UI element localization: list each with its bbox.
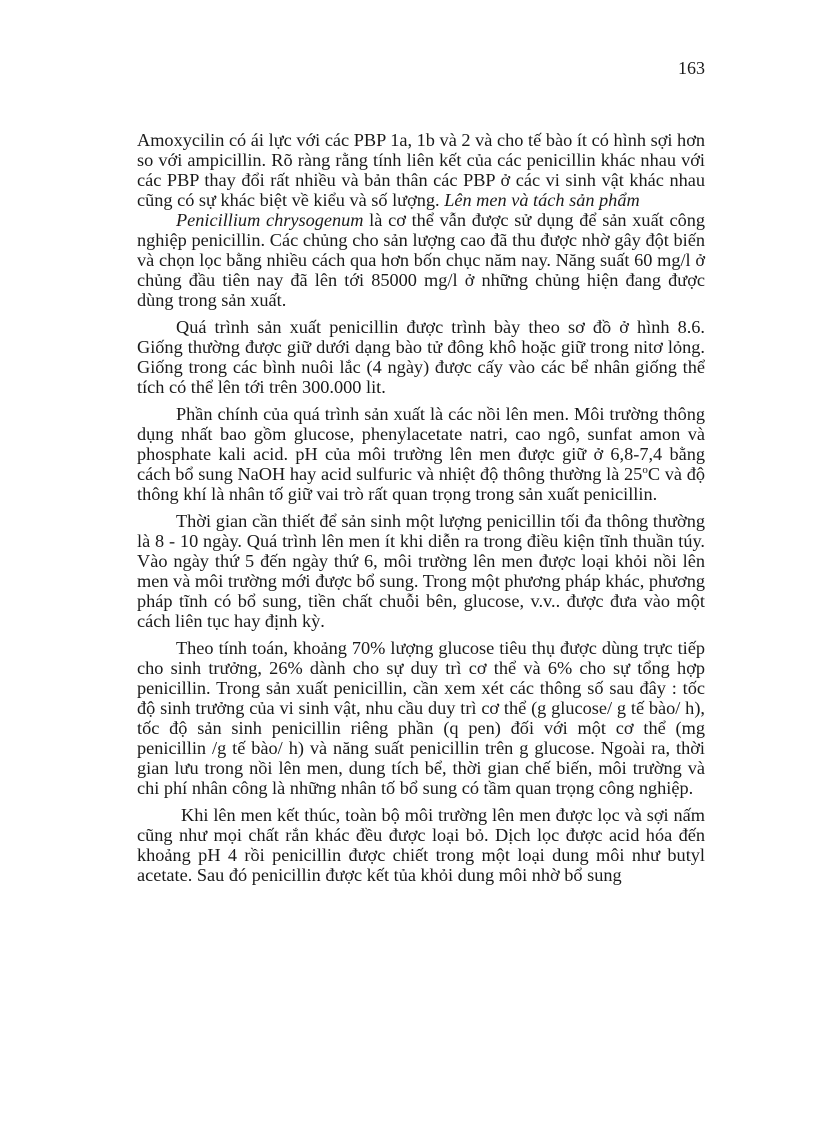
paragraph-5: Thời gian cần thiết để sản sinh một lượng penicillin tối đa thông thường là 8 - 10 ngày. Quá trình lên men ít khi diễn ra trong điều kiện tĩnh thuần túy. Vào ngày thứ 5 đến ngày thứ 6, môi trường lên men được loại khỏi nồi lên men và môi trường mới được bổ sung. Trong một phương pháp khác, phương pháp tĩnh có bổ sung, tiền chất chuỗi bên, glucose, v.v.. được đưa vào một cách liên tục hay định kỳ. bbox=[137, 511, 705, 631]
paragraph-1 bbox=[137, 130, 705, 210]
paragraph-2 bbox=[137, 210, 705, 310]
paragraph-4-text-after: C và độ thông khí là nhân tố giữ vai trò rất quan trọng trong sản xuất penicillin. bbox=[137, 464, 705, 504]
section-heading: Lên men và tách sản phẩm bbox=[444, 190, 640, 210]
paragraph-6: Theo tính toán, khoảng 70% lượng glucose tiêu thụ được dùng trực tiếp cho sinh trưởng, 26% dành cho sự duy trì cơ thể và 6% cho sự tổng hợp penicillin. Trong sản xuất penicillin, cần xem xét các thông số sau đây : tốc độ sinh trưởng của vi sinh vật, nhu cầu duy trì cơ thể (g glucose/ g tế bào/ h), tốc độ sản sinh penicillin riêng phần (q pen) đối với một cơ thể (mg penicillin /g tế bào/ h) và năng suất penicillin trên g glucose. Ngoài ra, thời gian lưu trong nồi lên men, dung tích bể, thời gian chế biến, môi trường và chi phí nhân công là những nhân tố bổ sung có tầm quan trọng công nghiệp. bbox=[137, 638, 705, 798]
paragraph-4-text-before: Phần chính của quá trình sản xuất là các nồi lên men. Môi trường thông dụng nhất bao gồm glucose, phenylacetate natri, cao ngô, sunfat amon và phosphate kali acid. pH của môi trường lên men được giữ ở 6,8-7,4 bằng cách bổ sung NaOH hay acid sulfuric và nhiệt độ thông thường là 25 bbox=[137, 404, 705, 484]
paragraph-1-text: Amoxycilin có ái lực với các PBP 1a, 1b và 2 và cho tế bào ít có hình sợi hơn so với ampicillin. Rõ ràng rằng tính liên kết của các penicillin khác nhau với các PBP thay đổi rất nhiều và bản thân các PBP ở các vi sinh vật khác nhau cũng có sự khác biệt về kiểu và số lượng. bbox=[137, 130, 705, 210]
page-number: 163 bbox=[678, 58, 705, 78]
paragraph-3: Quá trình sản xuất penicillin được trình bày theo sơ đồ ở hình 8.6. Giống thường được giữ dưới dạng bào tử đông khô hoặc giữ trong nitơ lỏng. Giống trong các bình nuôi lắc (4 ngày) được cấy vào các bể nhân giống thể tích có thể lên tới trên 300.000 lit. bbox=[137, 317, 705, 397]
paragraph-2-text: là cơ thể vẫn được sử dụng để sản xuất công nghiệp penicillin. Các chủng cho sản lượng cao đã thu được nhờ gây đột biến và chọn lọc bằng nhiều cách qua hơn bốn chục năm nay. Năng suất 60 mg/l ở chủng đầu tiên nay đã lên tới 85000 mg/l ở những chủng hiện đang được dùng trong sản xuất. bbox=[137, 210, 705, 310]
paragraph-4 bbox=[137, 404, 705, 504]
organism-name: Penicillium chrysogenum bbox=[176, 210, 364, 230]
page-body bbox=[137, 130, 705, 892]
degree-superscript: o bbox=[642, 463, 648, 476]
paragraph-7: Khi lên men kết thúc, toàn bộ môi trường lên men được lọc và sợi nấm cũng như mọi chất rắn khác đều được loại bỏ. Dịch lọc được acid hóa đến khoảng pH 4 rồi penicillin được chiết trong một loại dung môi như butyl acetate. Sau đó penicillin được kết tủa khỏi dung môi nhờ bổ sung bbox=[137, 805, 705, 885]
